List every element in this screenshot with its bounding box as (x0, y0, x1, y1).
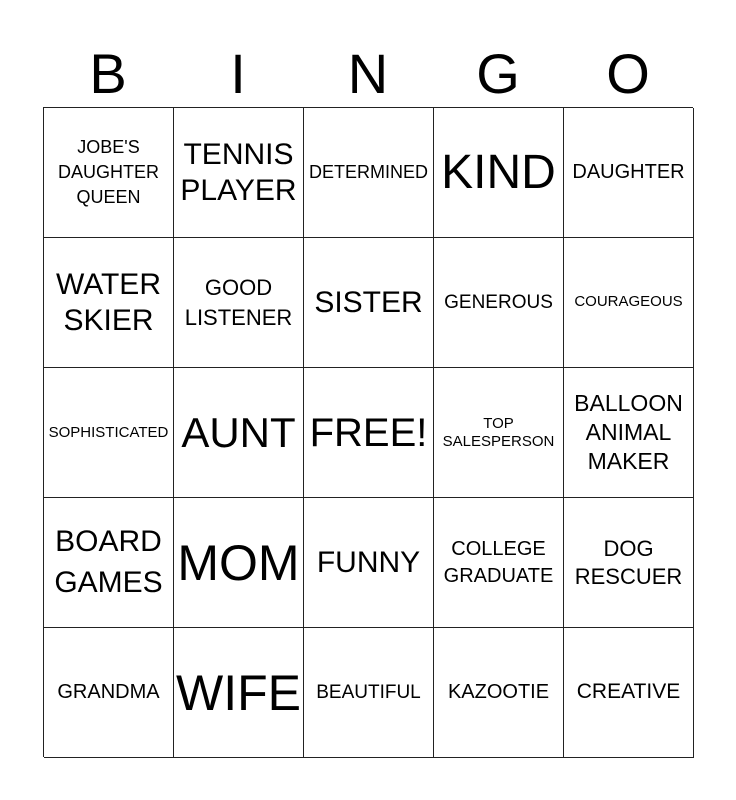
cell-label: COURAGEOUS (574, 293, 683, 311)
cell-label: GOOD LISTENER (184, 274, 293, 330)
bingo-cell-r1c3[interactable] (304, 108, 434, 238)
bingo-cell-r5c2[interactable] (174, 628, 304, 758)
bingo-cell-r3c5[interactable] (564, 368, 694, 498)
cell-label: TOP SALESPERSON (442, 414, 555, 450)
header-letter-i: I (230, 42, 246, 105)
bingo-cell-r2c1[interactable] (44, 238, 174, 368)
bingo-cell-r3c4[interactable] (434, 368, 564, 498)
cell-label: SOPHISTICATED (48, 423, 169, 441)
bingo-cell-r3c1[interactable] (44, 368, 174, 498)
cell-label: AUNT (181, 408, 296, 456)
bingo-cell-r4c3[interactable] (304, 498, 434, 628)
bingo-cell-r1c5[interactable] (564, 108, 694, 238)
cell-label: WIFE (176, 664, 301, 721)
bingo-cell-r5c5[interactable] (564, 628, 694, 758)
bingo-cell-r2c2[interactable] (174, 238, 304, 368)
bingo-cell-r3c3[interactable] (304, 368, 434, 498)
cell-label: DOG RESCUER (574, 536, 683, 589)
bingo-cell-r4c4[interactable] (434, 498, 564, 628)
bingo-cell-r4c2[interactable] (174, 498, 304, 628)
cell-label: SISTER (314, 285, 423, 319)
bingo-cell-r4c1[interactable] (44, 498, 174, 628)
header-letter-g: G (476, 42, 520, 105)
bingo-grid (43, 107, 693, 757)
cell-label: MOM (177, 534, 300, 591)
bingo-cell-r1c1[interactable] (44, 108, 174, 238)
cell-label: COLLEGE GRADUATE (443, 537, 554, 587)
cell-label: BEAUTIFUL (316, 681, 421, 703)
header-letter-b: B (89, 42, 127, 105)
bingo-cell-r2c4[interactable] (434, 238, 564, 368)
cell-label: DAUGHTER (572, 161, 685, 183)
cell-label: KIND (441, 145, 556, 199)
cell-label: GENEROUS (444, 291, 553, 313)
bingo-cell-r5c1[interactable] (44, 628, 174, 758)
bingo-cell-r2c5[interactable] (564, 238, 694, 368)
bingo-cell-r2c3[interactable] (304, 238, 434, 368)
header-letter-o: O (606, 42, 650, 105)
cell-label: BALLOON ANIMAL MAKER (574, 390, 683, 474)
cell-label: TENNIS PLAYER (180, 137, 297, 207)
bingo-cell-r5c3[interactable] (304, 628, 434, 758)
bingo-cell-r3c2[interactable] (174, 368, 304, 498)
cell-label: BOARD GAMES (54, 525, 163, 599)
cell-label: JOBE'S DAUGHTER QUEEN (57, 136, 159, 208)
cell-label: GRANDMA (57, 681, 160, 703)
bingo-cell-r5c4[interactable] (434, 628, 564, 758)
bingo-cell-r1c2[interactable] (174, 108, 304, 238)
bingo-header (43, 40, 693, 108)
cell-label: KAZOOTIE (447, 681, 550, 703)
header-letter-n: N (347, 42, 389, 105)
cell-label: FUNNY (316, 545, 421, 579)
cell-label: CREATIVE (576, 680, 681, 704)
bingo-cell-r1c4[interactable] (434, 108, 564, 238)
cell-label: WATER SKIER (56, 267, 161, 337)
cell-label: DETERMINED (308, 161, 428, 182)
bingo-cell-r4c5[interactable] (564, 498, 694, 628)
cell-label: FREE! (309, 410, 428, 455)
